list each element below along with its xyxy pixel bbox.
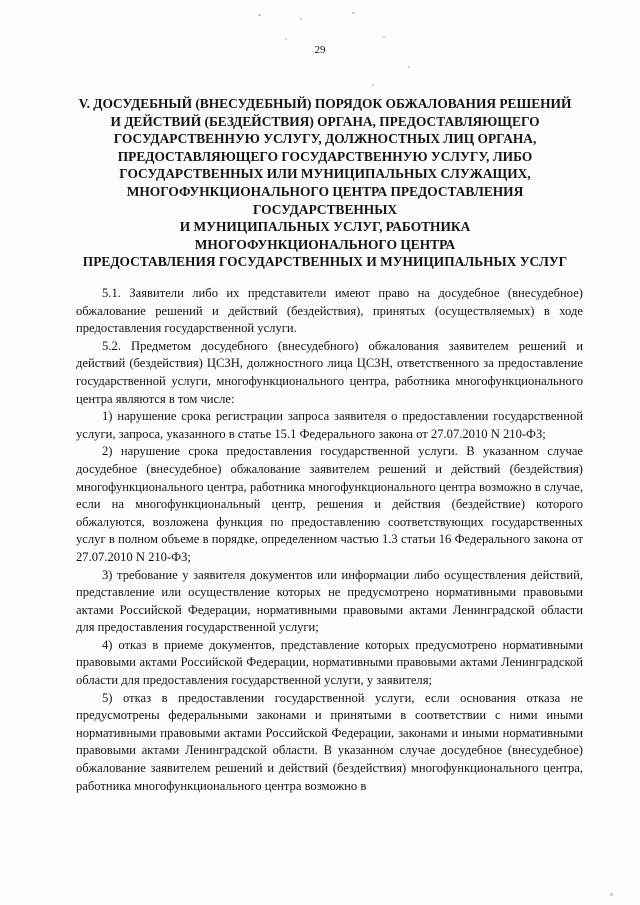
scan-speck (258, 14, 261, 16)
scan-speck (352, 12, 355, 14)
list-item-4: 4) отказ в приеме документов, представление которых предусмотрено нормативными правовыми актами Российской Федерации, нормативными правовыми актами Ленинградской области для предоставления государственной услуги, у заявителя; (76, 637, 583, 688)
heading-line: МНОГОФУНКЦИОНАЛЬНОГО ЦЕНТРА ПРЕДОСТАВЛЕНИЯ (126, 183, 524, 199)
body-text (76, 285, 583, 795)
heading-line: И МУНИЦИПАЛЬНЫХ УСЛУГ, РАБОТНИКА (179, 219, 471, 235)
heading-line: ГОСУДАРСТВЕННЫХ ИЛИ МУНИЦИПАЛЬНЫХ СЛУЖАЩИХ, (119, 166, 531, 182)
heading-line: И ДЕЙСТВИЙ (БЕЗДЕЙСТВИЯ) ОРГАНА, ПРЕДОСТАВЛЯЮЩЕГО (110, 113, 540, 129)
list-item-2: 2) нарушение срока предоставления государственной услуги. В указанном случае досудебное (внесудебное) обжалование заявителем решений и действий (бездействия) многофункционального центра, работника многофункционального центра возможно в случае, если на многофункциональный центр, решения и действия (бездействие) которого обжалуются, возложена функция по предоставлению соответствующих государственных услуг в полном объеме в порядке, определенном частью 1.3 статьи 16 Федерального закона от 27.07.2010 N 210-ФЗ; (76, 444, 583, 564)
scan-speck (408, 66, 410, 68)
heading-line: ГОСУДАРСТВЕННЫХ (252, 201, 398, 217)
list-item-5: 5) отказ в предоставлении государственной услуги, если основания отказа не предусмотрены федеральными законами и принятыми в соответствии с ними иными нормативными правовыми актами Российской Федерации, законами и иными нормативными правовыми актами Ленинградской области. В указанном случае досудебное (внесудебное) обжалование заявителем решений и действий (бездействия) многофункционального центра, работника многофункционального центра возможно в (76, 690, 583, 793)
scan-speck (300, 18, 302, 20)
heading-line: МНОГОФУНКЦИОНАЛЬНОГО ЦЕНТРА (194, 236, 456, 252)
scan-speck (610, 893, 613, 896)
list-item-1: 1) нарушение срока регистрации запроса заявителя о предоставлении государственной услуги, запроса, указанного в статье 15.1 Федерального закона от 27.07.2010 N 210-ФЗ; (76, 409, 583, 441)
scan-speck (285, 38, 287, 40)
heading-line: ГОСУДАРСТВЕННУЮ УСЛУГУ, ДОЛЖНОСТНЫХ ЛИЦ ОРГАНА, (113, 131, 537, 147)
scan-speck (372, 84, 374, 86)
list-item-3: 3) требование у заявителя документов или информации либо осуществления действий, представление или осуществление которых не предусмотрено нормативными правовыми актами Российской Федерации, нормативными правовыми актами Ленинградской области для предоставления государственной услуги; (76, 567, 583, 635)
heading-line: ПРЕДОСТАВЛЕНИЯ ГОСУДАРСТВЕННЫХ И МУНИЦИПАЛЬНЫХ УСЛУГ (82, 254, 568, 270)
scan-speck (383, 36, 385, 38)
paragraph-5-2: 5.2. Предметом досудебного (внесудебного) обжалования заявителем решений и действий (бездействия) ЦСЗН, должностного лица ЦСЗН, ответственного за предоставление государственной услуги, многофункционального центра, работника многофункционального центра являются в том числе: (76, 338, 583, 406)
paragraph-5-1: 5.1. Заявители либо их представители имеют право на досудебное (внесудебное) обжалование решений и действий (бездействия), принятых (осуществляемых) в ходе предоставления государственной услуги. (76, 286, 583, 336)
page-number: 29 (314, 44, 326, 56)
heading-line: V. ДОСУДЕБНЫЙ (ВНЕСУДЕБНЫЙ) ПОРЯДОК ОБЖАЛОВАНИЯ РЕШЕНИЙ (78, 96, 572, 111)
section-heading (70, 95, 580, 271)
heading-line: ПРЕДОСТАВЛЯЮЩЕГО ГОСУДАРСТВЕННУЮ УСЛУГУ, ЛИБО (117, 148, 533, 164)
